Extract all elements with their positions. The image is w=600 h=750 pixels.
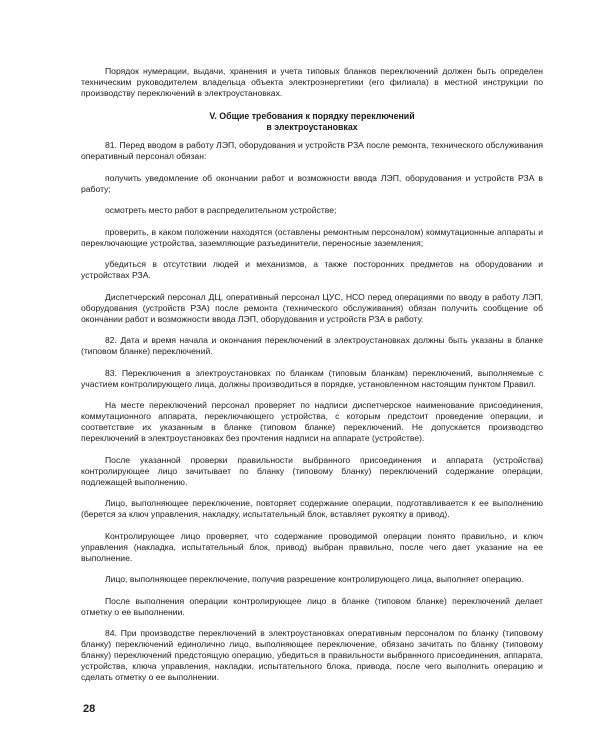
paragraph-82: 82. Дата и время начала и окончания переключений в электроустановках должны быть указаны в бланке (типовом бланке) переключений. [81, 335, 543, 356]
paragraph: Лицо, выполняющее переключение, получив разрешение контролирующего лица, выполняет операцию. [105, 574, 524, 584]
page-number: 28 [83, 703, 96, 715]
paragraph: Лицо, выполняющее переключение, повторяет содержание операции, подготавливается к ее выполнению (берется за ключ управления, накладку, испытательный блок, вставляет рукоятку в привод). [81, 498, 543, 519]
section-heading [81, 111, 543, 132]
list-item: получить уведомление об окончании работ и возможности ввода ЛЭП, оборудования и устройств РЗА в работу; [81, 172, 543, 194]
list-item: осмотреть место работ в распределительном устройстве; [105, 205, 337, 215]
intro-paragraph: Порядок нумерации, выдачи, хранения и учета типовых бланков переключений должен быть определен техническим руководителем владельца объекта электроэнергетики (его филиала) в местной инструкции по производству переключений в электроустановках. [81, 66, 543, 98]
paragraph: На месте переключений персонал проверяет по надписи диспетчерское наименование присоединения, коммутационного аппарата, переключающего устройства, с которым предстоит проведение операции, и соответствие их указанным в бланке (типовом бланке) переключений. Не допускается производство переключений в электроустановках без прочтения надписи на аппарате (устройстве). [81, 400, 543, 443]
list-item: убедиться в отсутствии людей и механизмов, а также посторонних предметов на оборудовании и устройствах РЗА. [81, 259, 543, 280]
paragraph: Диспетчерский персонал ДЦ, оперативный персонал ЦУС, НСО перед операциями по вводу в работу ЛЭП, оборудования (устройств РЗА) после ремонта (технического обслуживания) обязан получить сообщение об окончании работ и возможности ввода ЛЭП, оборудования и устройств РЗА в работу. [81, 291, 543, 324]
section-heading-line-2: в электроустановках [266, 121, 358, 132]
paragraph: После выполнения операции контролирующее лицо в бланке (типовом бланке) переключений делает отметку о ее выполнении. [81, 595, 543, 617]
paragraph-81: 81. Перед вводом в работу ЛЭП, оборудования и устройств РЗА после ремонта, технического обслуживания оперативный персонал обязан: [81, 140, 543, 161]
document-body [81, 66, 543, 694]
paragraph: После указанной проверки правильности выбранного присоединения и аппарата (устройства) контролирующее лицо зачитывает по бланку (типовому бланку) переключений содержание операции, подлежащей выполнению. [81, 454, 543, 487]
paragraph: Контролирующее лицо проверяет, что содержание проводимой операции понято правильно, и ключ управления (накладка, испытательный блок, привод) выбран правильно, после чего дает указание на ее выполнение. [81, 530, 543, 563]
section-heading-line-1: V. Общие требования к порядку переключений [209, 111, 415, 121]
paragraph-83: 83. Переключения в электроустановках по бланкам (типовым бланкам) переключений, выполняемые с участием контролирующего лица, должны производиться в порядке, установленном настоящим пунктом Правил. [81, 367, 543, 389]
list-item: проверить, в каком положении находятся (оставлены ремонтным персоналом) коммутационные аппараты и переключающие устройства, заземляющие разъединители, переносные заземления; [81, 226, 543, 248]
paragraph-84: 84. При производстве переключений в электроустановках оперативным персоналом по бланку (типовому бланку) переключений единолично лицо, выполняющее переключение, обязано зачитать по бланку (типовому бланку) переключений предстоящую операцию, убедиться в правильности выбранного присоединения, аппарата, устройства, ключа управления, накладки, испытательного блока, привода, после чего выполнить операцию и сделать отметку о ее выполнении. [81, 628, 543, 682]
